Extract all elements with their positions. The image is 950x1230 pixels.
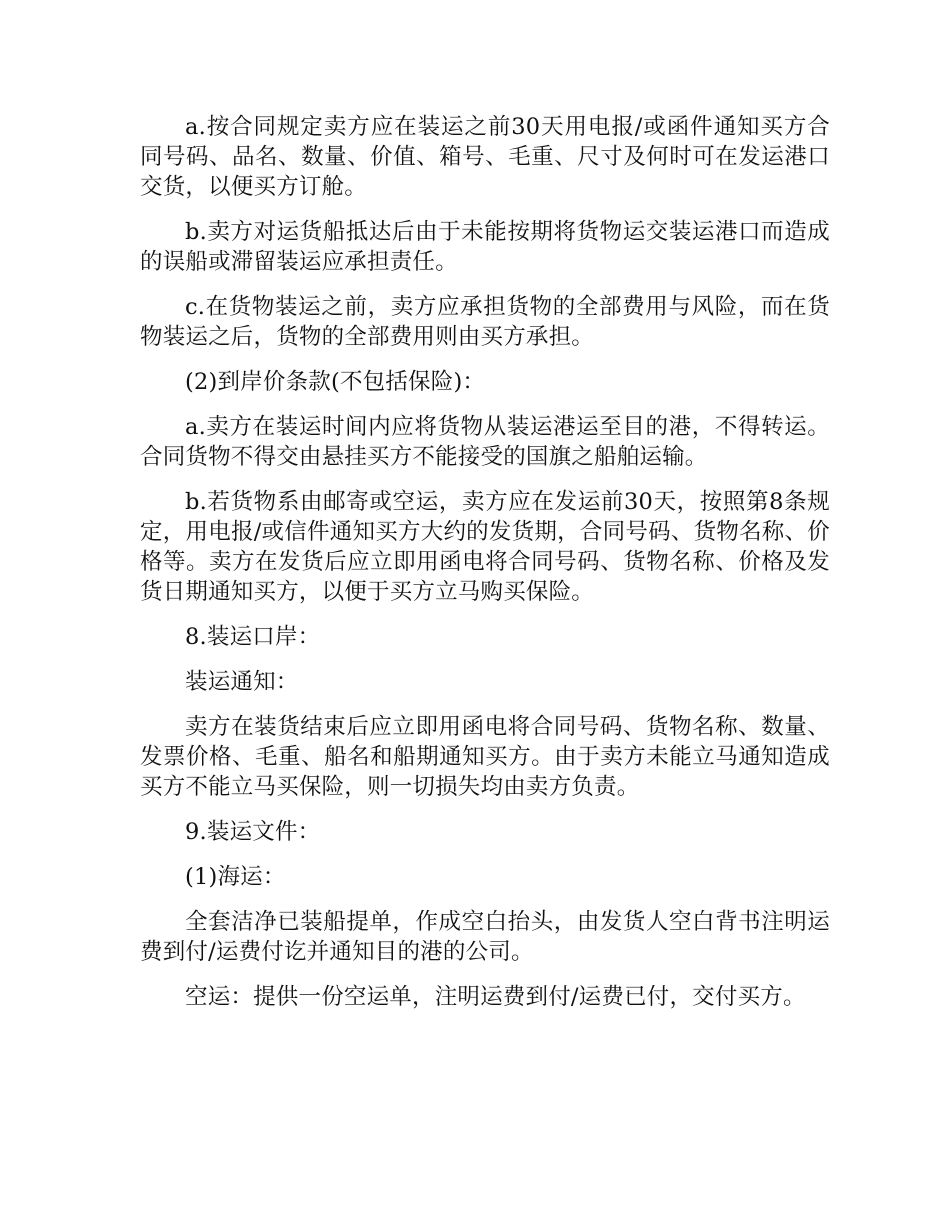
paragraph-cif-clause-a: a.卖方在装运时间内应将货物从装运港运至目的港，不得转运。合同货物不得交由悬挂买方不能接受的国旗之船舶运输。: [140, 414, 830, 470]
paragraph-cif-heading: (2)到岸价条款(不包括保险)：: [185, 369, 486, 395]
paragraph-shipping-notice-heading: 装运通知：: [185, 669, 299, 695]
paragraph-sea-transport-heading: (1)海运：: [185, 864, 286, 890]
paragraph-bill-of-lading: 全套洁净已装船提单，作成空白抬头，由发货人空白背书注明运费到付/运费付讫并通知目的港的公司。: [140, 909, 830, 965]
paragraph-section-9-heading: 9.装运文件：: [185, 819, 321, 845]
paragraph-clause-a-shipping-notice: a.按合同规定卖方应在装运之前30天用电报/或函件通知买方合同号码、品名、数量、价值、箱号、毛重、尺寸及何时可在发运港口交货，以便买方订舱。: [140, 114, 830, 200]
paragraph-cif-clause-b: b.若货物系由邮寄或空运，卖方应在发运前30天，按照第8条规定，用电报/或信件通知买方大约的发货期，合同号码、货物名称、价格等。卖方在发货后应立即用函电将合同号码、货物名称、价格及发货日期通知买方，以便于买方立马购买保险。: [140, 489, 830, 605]
paragraph-clause-c-cost-risk: c.在货物装运之前，卖方应承担货物的全部费用与风险，而在货物装运之后，货物的全部费用则由买方承担。: [140, 294, 830, 350]
paragraph-section-8-heading: 8.装运口岸：: [185, 624, 321, 650]
paragraph-air-waybill: 空运：提供一份空运单，注明运费到付/运费已付，交付买方。: [185, 984, 806, 1010]
paragraph-shipping-notice-body: 卖方在装货结束后应立即用函电将合同号码、货物名称、数量、发票价格、毛重、船名和船期通知买方。由于卖方未能立马通知造成买方不能立马买保险，则一切损失均由卖方负责。: [140, 714, 830, 800]
document-body: [140, 112, 830, 1027]
paragraph-clause-b-delay-liability: b.卖方对运货船抵达后由于未能按期将货物运交装运港口而造成的误船或滞留装运应承担责任。: [140, 219, 830, 275]
